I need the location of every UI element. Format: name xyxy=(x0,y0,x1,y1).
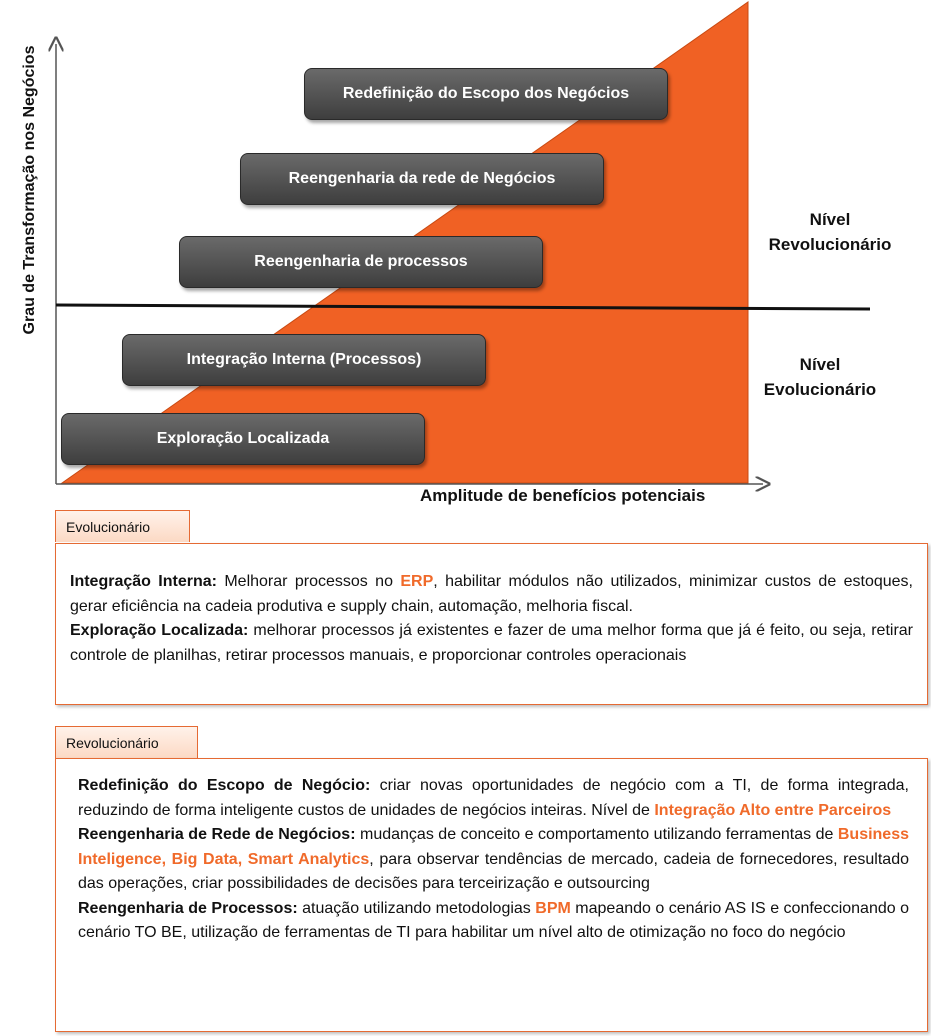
highlight-bpm: BPM xyxy=(535,899,571,917)
paragraph-title: Reengenharia de Processos: xyxy=(78,899,298,917)
revolucionario-panel xyxy=(55,758,928,1032)
paragraph-title: Integração Interna: xyxy=(70,573,217,590)
revolucionario-tab: Revolucionário xyxy=(55,726,198,758)
paragraph-title: Redefinição do Escopo de Negócio: xyxy=(78,777,371,794)
paragraph-text: melhorar processos já existentes e fazer de uma melhor forma que já é feito, ou seja, retirar controle de planilhas, retirar processos manuais, e proporcionar controles operacionais xyxy=(70,622,914,664)
level-evolucionario-line1: Nível xyxy=(799,355,841,374)
paragraph-text: criar novas oportunidades de negócio com a TI, de forma integrada, reduzindo de forma inteligente custos de unidades de negócios inteiras. Nível de xyxy=(78,777,909,819)
transformation-diagram xyxy=(0,0,931,510)
paragraph-text: mudanças de conceito e comportamento utilizando ferramentas de xyxy=(355,826,838,843)
paragraph-title: Reengenharia de Rede de Negócios: xyxy=(78,826,356,843)
level-revolucionario-label xyxy=(740,207,920,257)
paragraph-text: atuação utilizando metodologias xyxy=(297,899,536,917)
paragraph-title: Exploração Localizada: xyxy=(70,622,249,639)
revolucionario-paragraph-rede xyxy=(78,823,909,897)
evolucionario-tab: Evolucionário xyxy=(55,510,190,542)
level-evolucionario-label xyxy=(730,352,910,402)
evolucionario-paragraph-exploracao xyxy=(70,619,913,668)
paragraph-text: Melhorar processos no xyxy=(216,573,401,590)
paragraph-text: , habilitar módulos não utilizados, minimizar custos de estoques, gerar eficiência na cadeia produtiva e supply chain, automação, melhoria fiscal. xyxy=(70,573,913,615)
x-axis-label: Amplitude de benefícios potenciais xyxy=(420,486,706,505)
highlight-bi-bigdata: Business Inteligence, Big Data, Smart Analytics xyxy=(78,826,909,868)
paragraph-text: , para observar tendências de mercado, cadeia de fornecedores, resultado das operações, criar possibilidades de decisões para terceirização e outsourcing xyxy=(78,850,909,892)
evolucionario-panel xyxy=(55,543,928,705)
highlight-integracao-parceiros: Integração Alto entre Parceiros xyxy=(654,801,892,819)
stage-box-exploracao-localizada: Exploração Localizada xyxy=(61,413,425,465)
evolucionario-paragraph-integracao xyxy=(70,570,913,619)
highlight-erp: ERP xyxy=(400,573,434,590)
level-evolucionario-line2: Evolucionário xyxy=(763,380,877,399)
stage-box-integracao-interna: Integração Interna (Processos) xyxy=(122,334,486,386)
stage-box-redefinicao: Redefinição do Escopo dos Negócios xyxy=(304,68,668,120)
paragraph-text: mapeando o cenário AS IS e confeccionando o cenário TO BE, utilização de ferramentas de TI para habilitar um nível alto de otimização no foco do negócio xyxy=(78,899,910,941)
revolucionario-paragraph-redefinicao xyxy=(78,774,909,823)
level-revolucionario-line2: Revolucionário xyxy=(768,235,892,254)
y-axis-label-wrap xyxy=(0,30,60,350)
stage-box-processos: Reengenharia de processos xyxy=(179,236,543,288)
y-axis-label: Grau de Transformação nos Negócios xyxy=(21,45,38,335)
stage-box-rede-negocios: Reengenharia da rede de Negócios xyxy=(240,153,604,205)
revolucionario-paragraph-processos xyxy=(78,897,909,946)
level-revolucionario-line1: Nível xyxy=(809,210,851,229)
